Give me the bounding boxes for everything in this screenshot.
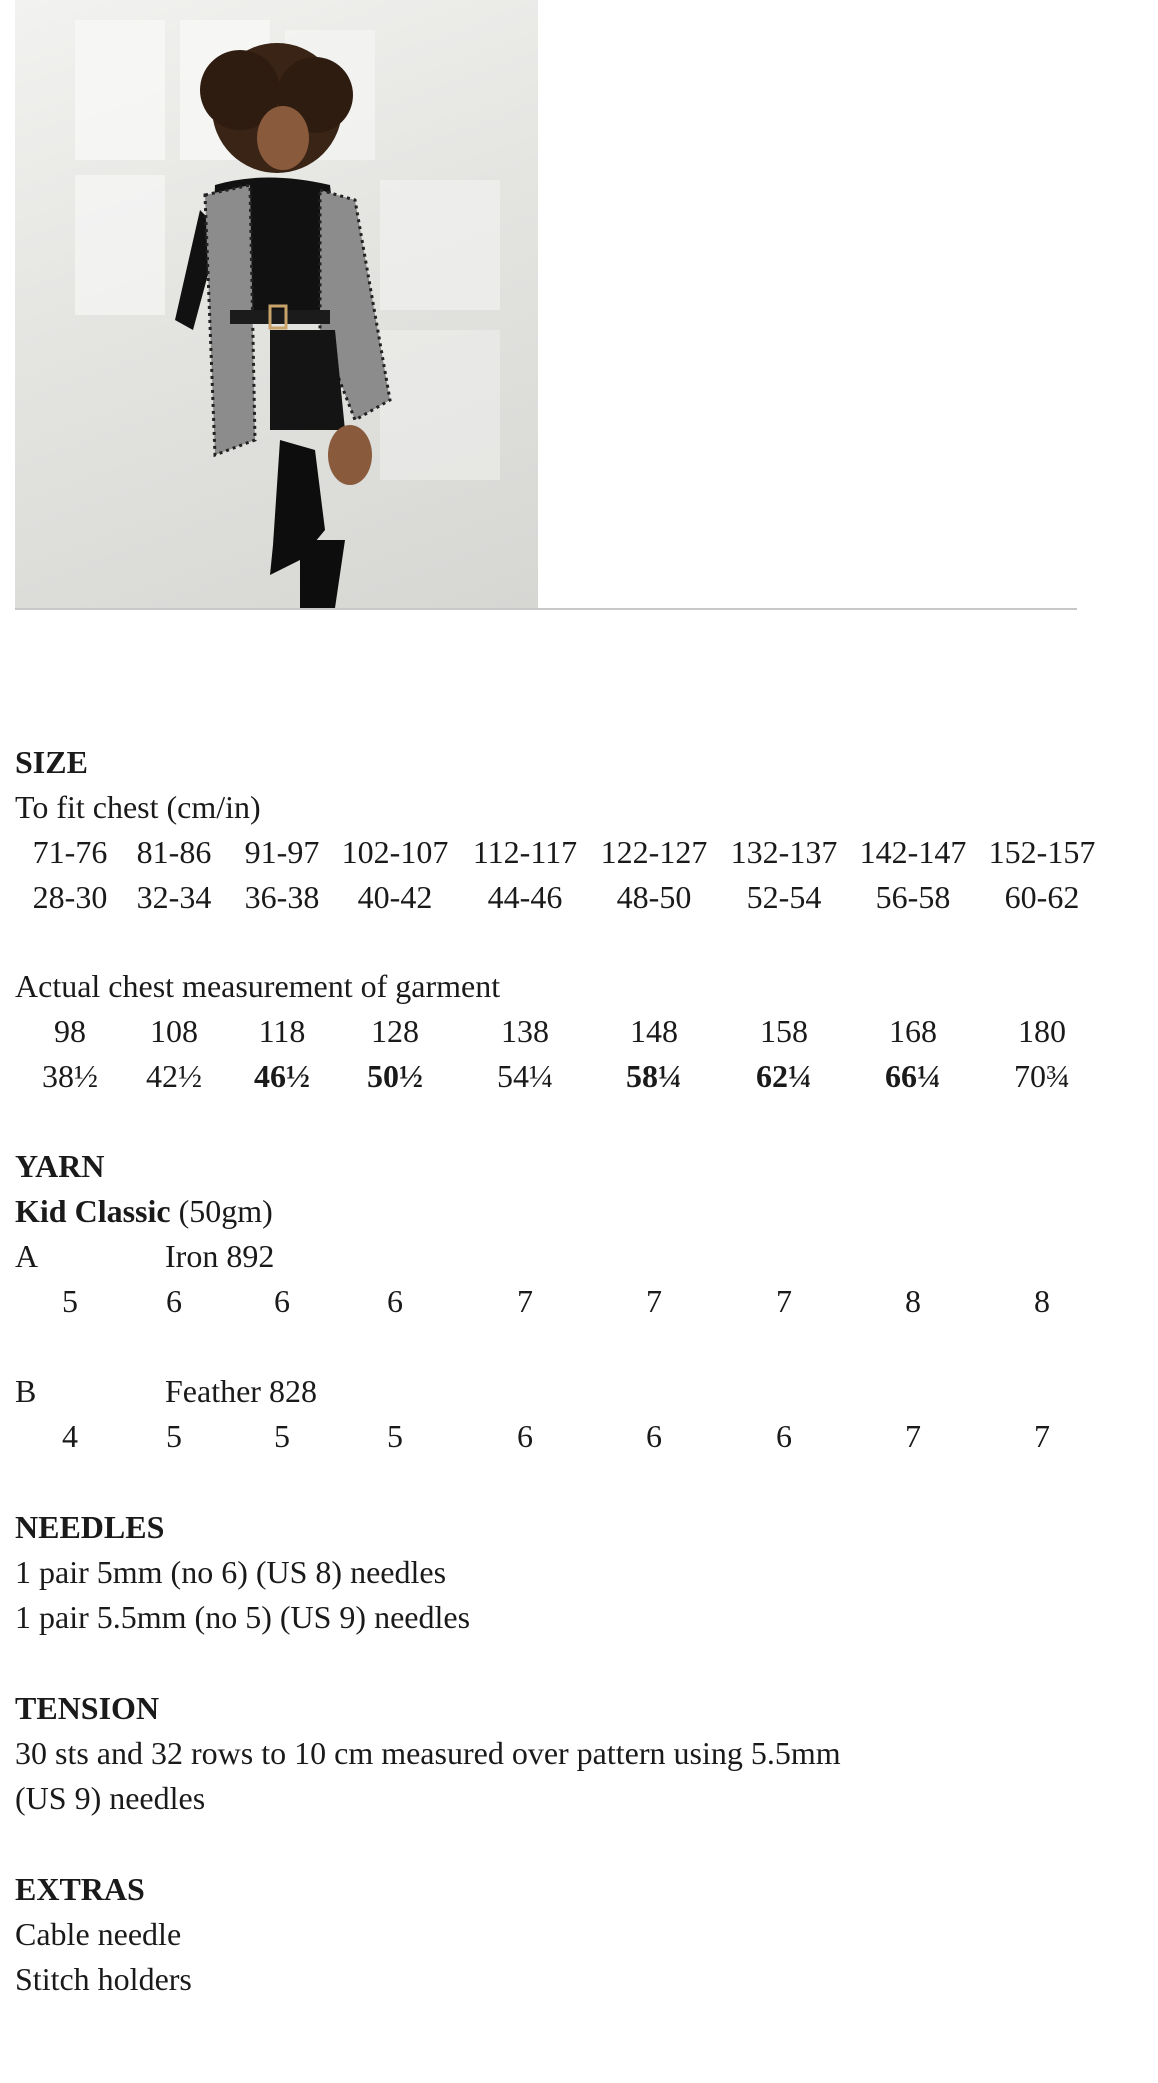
balls-cell: 5 [62,1283,78,1319]
yarn-colour-b [15,1369,1115,1459]
extras-line: Cable needle [15,1916,182,1952]
tension-line: 30 sts and 32 rows to 10 cm measured over pattern using 5.5mm [15,1735,841,1771]
balls-cell: 7 [905,1418,921,1454]
actual-inch-cell: 58¼ [626,1058,682,1094]
size-inch-cell: 60-62 [1004,879,1080,915]
actual-inch-cell: 66¼ [885,1058,941,1094]
size-inch-cell: 52-54 [746,879,822,915]
size-cm-cell: 112-117 [472,834,578,870]
model-photo [15,0,538,608]
balls-cell: 6 [776,1418,792,1454]
actual-inch-cell: 46½ [254,1058,310,1094]
size-inch-cell: 44-46 [487,879,563,915]
size-inch-cell: 56-58 [875,879,951,915]
balls-cell: 6 [646,1418,662,1454]
yarn-colour-a [15,1234,1115,1324]
extras-section [15,1867,192,2002]
tension-section [15,1686,841,1821]
balls-cell: 4 [62,1418,78,1454]
size-cm-cell: 81-86 [136,834,212,870]
size-inch-cell: 40-42 [357,879,433,915]
size-heading: SIZE [15,744,88,780]
actual-inch-cell: 70¾ [1014,1058,1070,1094]
balls-cell: 5 [166,1418,182,1454]
divider-line [15,608,1077,610]
balls-cell: 6 [387,1283,403,1319]
size-cm-cell: 152-157 [988,834,1096,870]
actual-inch-cell: 42½ [146,1058,202,1094]
actual-chest-label: Actual chest measurement of garment [15,968,501,1004]
actual-inch-cell: 62¼ [756,1058,812,1094]
balls-cell: 8 [1034,1283,1050,1319]
balls-cell: 5 [387,1418,403,1454]
tension-line: (US 9) needles [15,1780,206,1816]
colour-shade: Iron 892 [165,1238,275,1274]
needles-line: 1 pair 5mm (no 6) (US 8) needles [15,1554,447,1590]
actual-cm-cell: 138 [501,1013,549,1049]
size-inch-cell: 36-38 [244,879,320,915]
yarn-name: Kid Classic [15,1193,171,1229]
actual-cm-cell: 180 [1018,1013,1066,1049]
actual-cm-cell: 118 [258,1013,306,1049]
colour-letter: B [15,1373,37,1409]
size-cm-cell: 132-137 [730,834,838,870]
actual-cm-cell: 158 [760,1013,808,1049]
balls-cell: 8 [905,1283,921,1319]
colour-letter: A [15,1238,39,1274]
actual-cm-cell: 148 [630,1013,678,1049]
needles-heading: NEEDLES [15,1509,165,1545]
size-cm-cell: 71-76 [32,834,108,870]
balls-cell: 6 [274,1283,290,1319]
balls-cell: 7 [776,1283,792,1319]
extras-heading: EXTRAS [15,1871,145,1907]
size-cm-cell: 91-97 [244,834,320,870]
actual-cm-cell: 128 [371,1013,419,1049]
actual-cm-cell: 108 [150,1013,198,1049]
fit-chest-label: To fit chest (cm/in) [15,789,261,825]
yarn-heading: YARN [15,1148,105,1184]
actual-inch-cell: 38½ [42,1058,98,1094]
actual-inch-cell: 54¼ [497,1058,553,1094]
balls-cell: 6 [166,1283,182,1319]
balls-cell: 7 [1034,1418,1050,1454]
size-inch-cell: 32-34 [136,879,212,915]
size-inch-cell: 48-50 [616,879,692,915]
actual-inch-cell: 50½ [367,1058,423,1094]
needles-section [15,1505,470,1640]
yarn-section [15,1144,1115,1459]
tension-heading: TENSION [15,1690,160,1726]
balls-cell: 7 [517,1283,533,1319]
size-cm-cell: 142-147 [859,834,967,870]
balls-cell: 6 [517,1418,533,1454]
size-cm-cell: 122-127 [600,834,708,870]
actual-cm-cell: 98 [54,1013,86,1049]
size-inch-cell: 28-30 [32,879,108,915]
balls-cell: 7 [646,1283,662,1319]
size-section [15,740,1115,920]
actual-cm-cell: 168 [889,1013,937,1049]
needles-line: 1 pair 5.5mm (no 5) (US 9) needles [15,1599,471,1635]
balls-cell: 5 [274,1418,290,1454]
yarn-weight: (50gm) [178,1193,273,1229]
actual-chest-section [15,964,1115,1099]
colour-shade: Feather 828 [165,1373,317,1409]
extras-line: Stitch holders [15,1961,192,1997]
size-cm-cell: 102-107 [341,834,449,870]
